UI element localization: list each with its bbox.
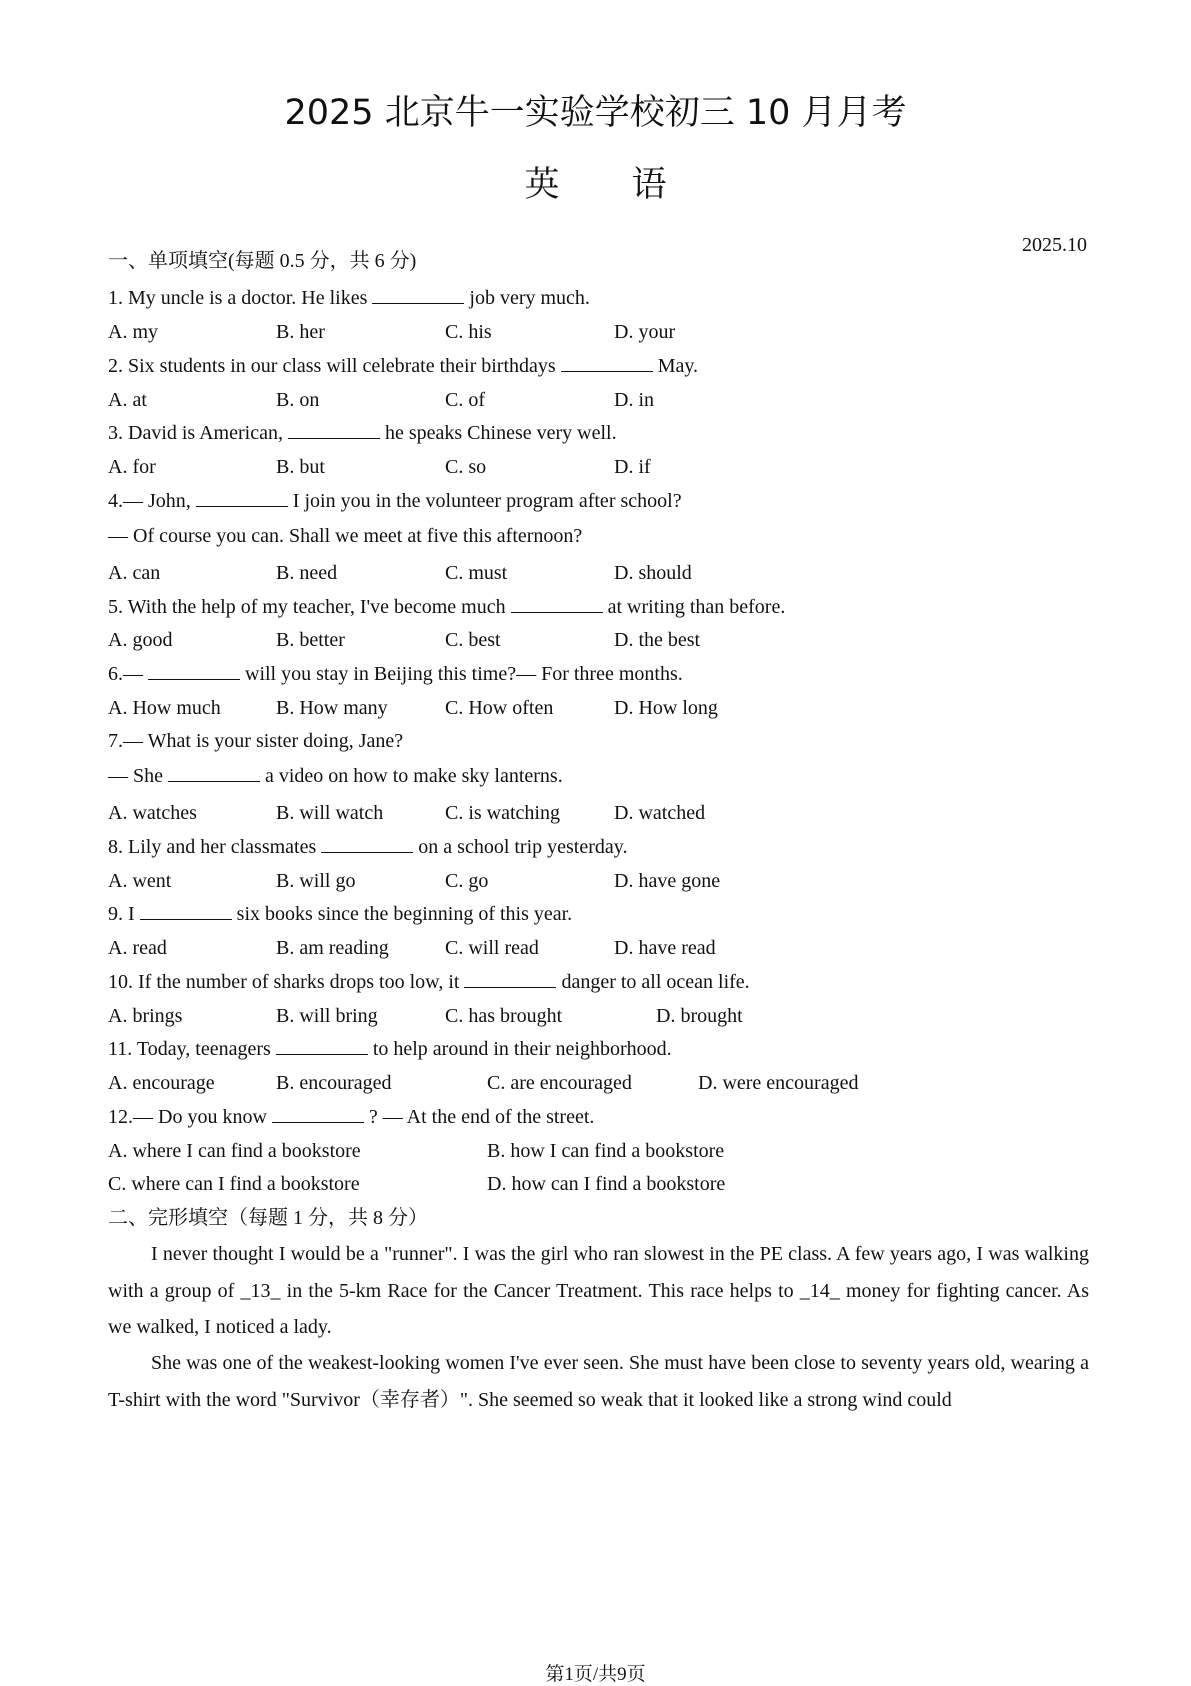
question-2: 2. Six students in our class will celebrate their birthdays May. — [108, 355, 699, 377]
option-b: B. am reading — [276, 937, 389, 959]
option-d: D. should — [614, 562, 692, 584]
question-9: 9. I six books since the beginning of this year. — [108, 903, 573, 925]
question-4: 4.— John, I join you in the volunteer program after school? — [108, 490, 682, 512]
option-c: C. is watching — [445, 802, 560, 824]
question-5: 5. With the help of my teacher, I've become much at writing than before. — [108, 596, 786, 618]
answer-blank — [140, 901, 232, 920]
option-b: B. will watch — [276, 802, 384, 824]
option-a: A. read — [108, 937, 167, 959]
answer-blank — [372, 285, 464, 304]
answer-blank — [511, 594, 603, 613]
option-b: B. How many — [276, 697, 388, 719]
answer-blank — [148, 661, 240, 680]
option-c: C. his — [445, 321, 492, 343]
answer-blank — [272, 1104, 364, 1123]
option-d: D. how can I find a bookstore — [487, 1173, 726, 1195]
answer-blank — [168, 763, 260, 782]
option-c: C. How often — [445, 697, 554, 719]
option-d: D. your — [614, 321, 676, 343]
question-11: 11. Today, teenagers to help around in their neighborhood. — [108, 1038, 672, 1060]
question-6: 6.— will you stay in Beijing this time?— For three months. — [108, 663, 683, 685]
option-c: C. so — [445, 456, 487, 478]
option-c: C. will read — [445, 937, 539, 959]
cloze-paragraph-1: I never thought I would be a "runner". I was the girl who ran slowest in the PE class. A few years ago, I was walking with a group of _13_ in the 5-km Race for the Cancer Treatment. This race helps to _14_ money for fighting cancer. As we walked, I noticed a lady. — [108, 1243, 1089, 1338]
cloze-paragraph-2: She was one of the weakest-looking women I've ever seen. She must have been close to seventy years old, wearing a T-shirt with the word "Survivor（幸存者）". She seemed so weak that it looked like a strong wind could — [108, 1352, 1089, 1411]
option-d: D. brought — [656, 1005, 743, 1027]
option-c: C. are encouraged — [487, 1072, 632, 1094]
question-1: 1. My uncle is a doctor. He likes job very much. — [108, 287, 590, 309]
question-7: 7.— What is your sister doing, Jane? — [108, 730, 404, 752]
option-a: A. encourage — [108, 1072, 215, 1094]
page-number: 第1页/共9页 — [545, 1664, 646, 1685]
question-12: 12.— Do you know ? — At the end of the street. — [108, 1106, 595, 1128]
question-10: 10. If the number of sharks drops too low, it danger to all ocean life. — [108, 971, 750, 993]
option-a: A. went — [108, 870, 172, 892]
option-d: D. were encouraged — [698, 1072, 859, 1094]
answer-blank — [288, 420, 380, 439]
option-b: B. better — [276, 629, 345, 651]
question-7-reply: — She a video on how to make sky lanterns. — [108, 765, 563, 787]
question-4-reply: — Of course you can. Shall we meet at five this afternoon? — [108, 525, 583, 547]
option-b: B. her — [276, 321, 325, 343]
option-b: B. will go — [276, 870, 356, 892]
question-3: 3. David is American, he speaks Chinese very well. — [108, 422, 617, 444]
option-b: B. will bring — [276, 1005, 378, 1027]
answer-blank — [276, 1036, 368, 1055]
option-c: C. of — [445, 389, 485, 411]
answer-blank — [561, 353, 653, 372]
option-c: C. where can I find a bookstore — [108, 1173, 360, 1195]
option-c: C. best — [445, 629, 501, 651]
option-b: B. encouraged — [276, 1072, 392, 1094]
exam-subject: 英语 — [524, 165, 739, 205]
answer-blank — [321, 834, 413, 853]
option-b: B. need — [276, 562, 338, 584]
option-a: A. good — [108, 629, 173, 651]
exam-title: 2025 北京牛一实验学校初三 10 月月考 — [284, 93, 907, 133]
option-d: D. How long — [614, 697, 718, 719]
option-d: D. have read — [614, 937, 716, 959]
option-b: B. on — [276, 389, 320, 411]
section1-heading: 一、单项填空(每题 0.5 分，共 6 分) — [108, 250, 417, 272]
option-c: C. go — [445, 870, 489, 892]
option-a: A. can — [108, 562, 161, 584]
option-a: A. brings — [108, 1005, 183, 1027]
option-a: A. for — [108, 456, 156, 478]
option-d: D. have gone — [614, 870, 721, 892]
exam-date: 2025.10 — [1022, 234, 1087, 256]
option-c: C. must — [445, 562, 508, 584]
answer-blank — [464, 969, 556, 988]
option-b: B. how I can find a bookstore — [487, 1140, 725, 1162]
option-d: D. watched — [614, 802, 706, 824]
option-b: B. but — [276, 456, 325, 478]
option-c: C. has brought — [445, 1005, 563, 1027]
answer-blank — [196, 488, 288, 507]
option-d: D. the best — [614, 629, 701, 651]
option-d: D. in — [614, 389, 654, 411]
option-a: A. where I can find a bookstore — [108, 1140, 361, 1162]
option-a: A. watches — [108, 802, 197, 824]
option-d: D. if — [614, 456, 651, 478]
section2-heading: 二、完形填空（每题 1 分，共 8 分） — [108, 1207, 428, 1229]
question-8: 8. Lily and her classmates on a school trip yesterday. — [108, 836, 628, 858]
option-a: A. at — [108, 389, 147, 411]
option-a: A. How much — [108, 697, 221, 719]
option-a: A. my — [108, 321, 158, 343]
